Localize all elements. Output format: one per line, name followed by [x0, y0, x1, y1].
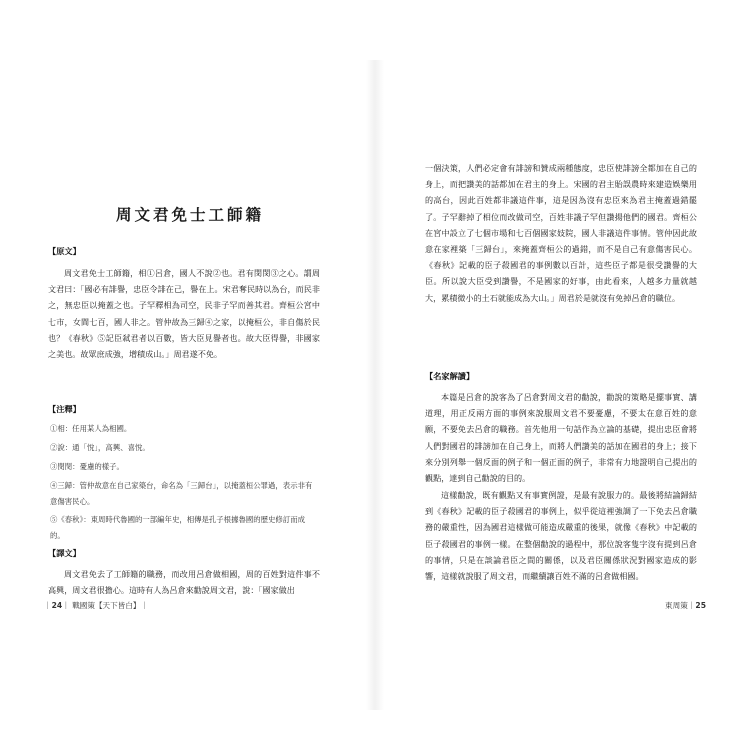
left-page-number: 24: [51, 601, 63, 610]
left-footer: ｜24｜ 戰國策【天下皆白】｜: [44, 601, 149, 610]
note-1: ①相：任用某人為相國。: [50, 424, 132, 433]
note-2: ②說：通「悅」，高興、喜悅。: [50, 443, 150, 452]
original-text: 周文君免士工師籍，相①呂倉，國人不說②也。君有閔閔③之心。謂周文君曰：「國必有誹譽，忠臣令誹在己，譽在上。宋君奪民時以為台，而民非之，無忠臣以掩蓋之也。子罕釋相為司空，民非子罕而善其君。齊桓公宮中七市，女閭七百，國人非之。管仲故為三歸④之家，以掩桓公，非自傷於民也？《春秋》⑤記臣弒君者以百數，皆大臣見譽者也。故大臣得譽，非國家之美也。故眾庶成強，增積成山。」周君遂不免。: [48, 268, 320, 360]
chapter-title: 周文君免士工師籍: [115, 206, 264, 224]
translation-continued: 一個決策，人們必定會有誹謗和贊成兩種態度，忠臣使誹謗全都加在自己的身上，而把讚美的話都加在君主的身上。宋國的君主貽誤農時來建造娛樂用的高台，因此百姓都非議這件事，這是因為沒有忠臣來為君主掩蓋過錯罷了。子罕辭掉了相位而改做司空，百姓非議子罕但讚揚他們的國君。齊桓公在宮中設立了七個市場和七百個國家妓院，國人非議這件事情。管仲因此故意在家裡築「三歸台」，來掩蓋齊桓公的過錯，而不是自己有意傷害民心。《春秋》記載的臣子殺國君的事例數以百計，這些臣子都是很受讚譽的大臣。所以說大臣受到讚譽，不是國家的好事，由此看來，人越多力量就越大，累積微小的土石就能成為大山。」周君於是就沒有免掉呂倉的職位。: [425, 163, 697, 303]
note-4: ④三歸：管仲故意在自己家築台，命名為「三歸台」，以掩蓋桓公罪過，表示非有意傷害民心。: [50, 481, 313, 506]
commentary-label: 【名家解讀】: [425, 371, 475, 381]
left-running-head: 戰國策【天下皆白】: [72, 601, 141, 610]
translation-text: 周文君免去了工師籍的職務，而改用呂倉做相國，周的百姓對這件事不高興，周文君很擔心。這時有人為呂倉來勸說周文君，說：「國家做出: [48, 569, 320, 596]
notes-label: 【注釋】: [48, 404, 81, 414]
note-5: ⑤《春秋》：東周時代魯國的一部編年史，相傳是孔子根據魯國的歷史修訂而成的。: [50, 515, 305, 540]
commentary-paragraph-2: 這樣勸說，既有觀點又有事實例證，是最有說服力的。最後將結論歸結到《春秋》記載的臣子殺國君的事例上，似乎從這裡強調了一下免去呂倉職務的嚴重性，因為國君這樣做可能造成嚴重的後果，就像《春秋》中記載的臣子殺國君的事例一樣。在整個勸說的過程中，那位說客隻字沒有提到呂倉的事情，只是在談論君臣之間的關係，以及君臣關係狀況對國家造成的影響，這樣就說服了周文君，而繼續讓百姓不滿的呂倉做相國。: [425, 490, 697, 582]
right-running-head: 東周策: [665, 601, 688, 610]
translation-label: 【譯文】: [48, 548, 81, 558]
right-footer: 東周策｜25: [665, 601, 706, 610]
right-page: [375, 0, 750, 750]
original-text-label: 【原文】: [48, 246, 81, 256]
right-page-number: 25: [695, 601, 706, 610]
commentary-paragraph-1: 本篇是呂倉的說客為了呂倉對周文君的勸說，勸說的策略是擺事實、講道理，用正反兩方面的事例來說服周文君不要憂慮，不要太在意百姓的意願，不要免去呂倉的職務。首先他用一句話作為立論的基礎，提出忠臣會將人們對國君的誹謗加在自己身上，而將人們讚美的話加在國君的身上；接下來分別列舉一個反面的例子和一個正面的例子，非常有力地證明自己提出的觀點，達到自己勸說的目的。: [425, 392, 697, 484]
note-3: ③閔閔：憂慮的樣子。: [50, 462, 124, 471]
